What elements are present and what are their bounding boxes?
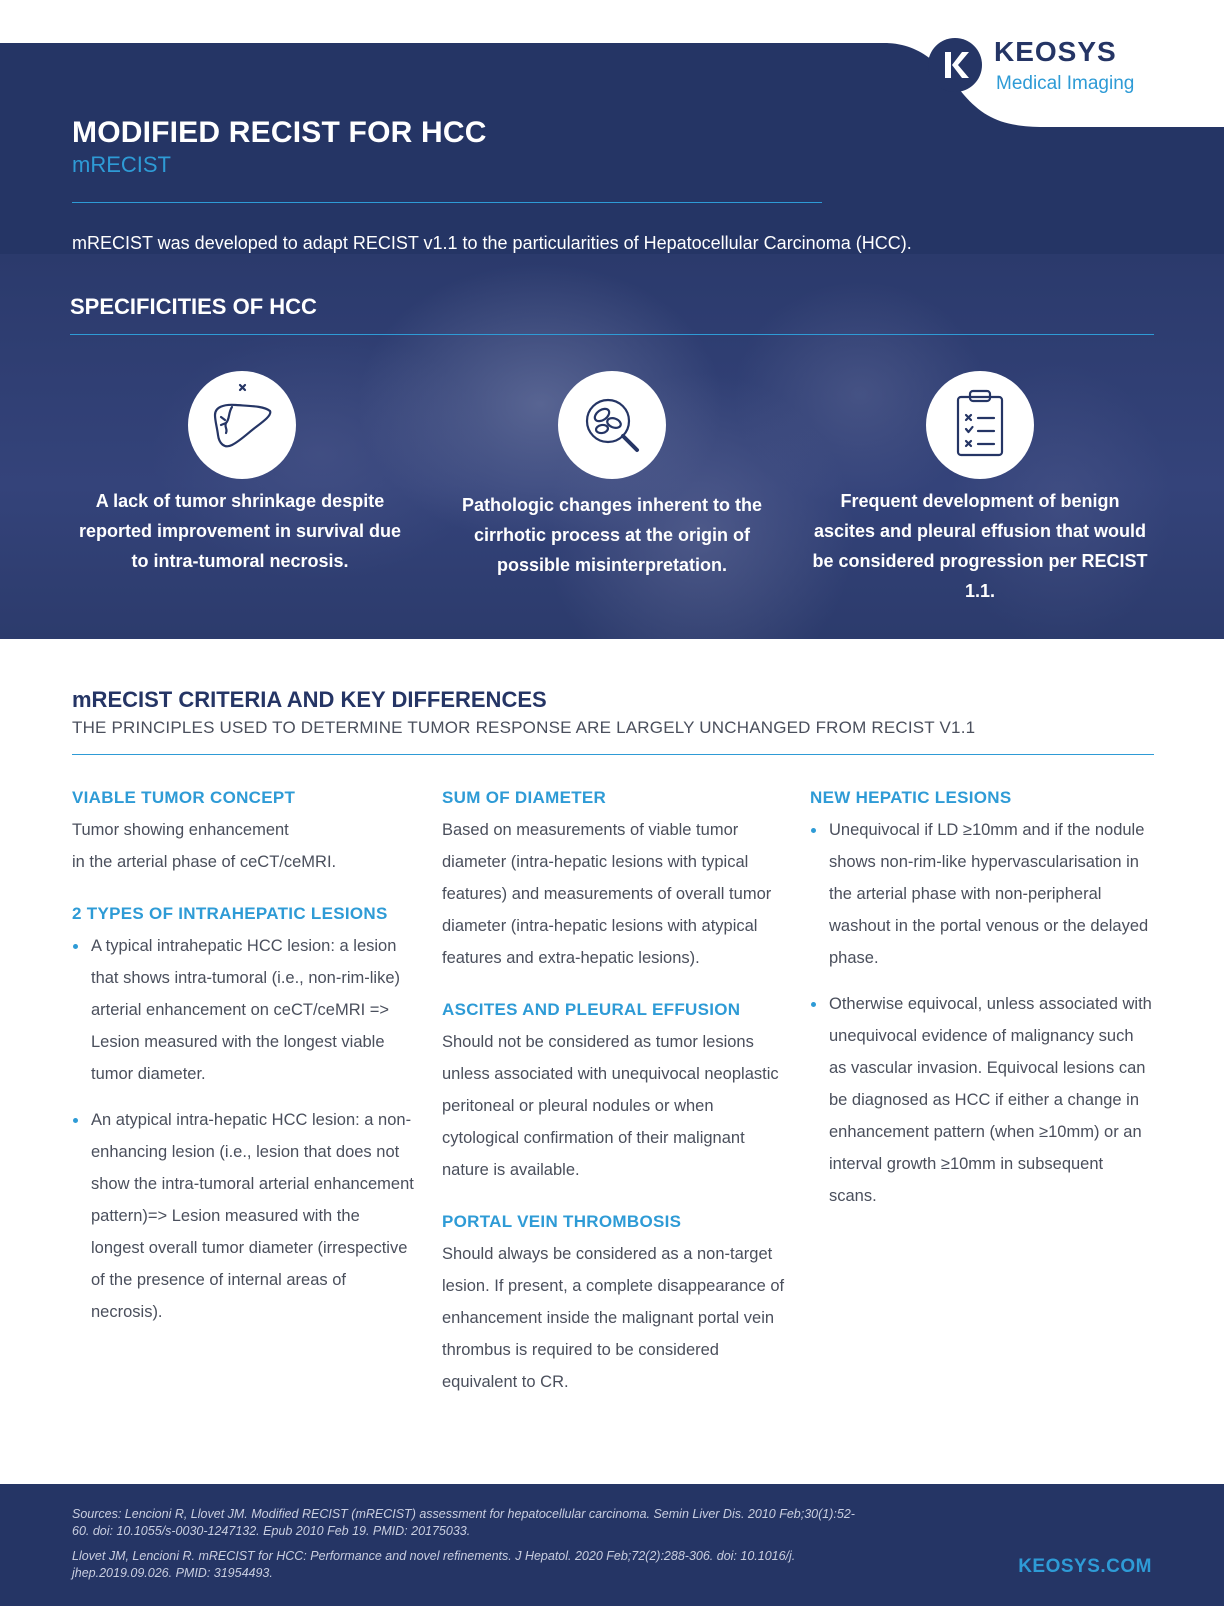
- k-circle-logo-icon: [928, 38, 982, 92]
- criteria-column-3: [810, 788, 1155, 1226]
- bullet-dot: [73, 1118, 78, 1123]
- ascites-heading: ASCITES AND PLEURAL EFFUSION: [442, 1000, 741, 1019]
- specificities-section: [0, 254, 1224, 639]
- lesion-type-typical: [72, 930, 417, 1090]
- viable-tumor-text-line-1: Tumor showing enhancement: [72, 821, 289, 839]
- criteria-column-1: [72, 788, 432, 1342]
- lesion-type-atypical: [72, 1104, 417, 1328]
- sum-of-diameter-heading: SUM OF DIAMETER: [442, 788, 607, 807]
- new-hepatic-lesions-heading: NEW HEPATIC LESIONS: [810, 788, 1012, 807]
- viable-tumor-heading: VIABLE TUMOR CONCEPT: [72, 788, 296, 807]
- specificities-divider: [70, 334, 1154, 335]
- new-lesion-unequivocal-text: Unequivocal if LD ≥10mm and if the nodule shows non-rim-like hypervascularisation in the arterial phase with non-peripheral washout in the portal venous or the delayed phase.: [829, 821, 1149, 967]
- bullet-dot: [811, 1002, 816, 1007]
- source-citation-1: Sources: Lencioni R, Llovet JM. Modified RECIST (mRECIST) assessment for hepatocellular carcinoma. Semin Liver Dis. 2010 Feb;30(1):52-60. doi: 10.1055/s-0030-1247132. Epub 2010 Feb 19. PMID: 20175033.: [72, 1507, 855, 1538]
- source-citation-2: Llovet JM, Lencioni R. mRECIST for HCC: Performance and novel refinements. J Hepatol. 2020 Feb;72(2):288-306. doi: 10.1016/j. jhep.2019.09.026. PMID: 31954493.: [72, 1549, 796, 1580]
- specificities-title: SPECIFICITIES OF HCC: [70, 294, 317, 319]
- logo-tagline: Medical Imaging: [996, 73, 1135, 94]
- lesion-type-typical-text: A typical intrahepatic HCC lesion: a lesion that shows intra-tumoral (i.e., non-rim-like) arterial enhancement on ceCT/ceMRI => Lesion measured with the longest viable tumor diameter.: [91, 937, 401, 1083]
- new-lesion-equivocal-text: Otherwise equivocal, unless associated with unequivocal evidence of malignancy such as vascular invasion. Equivocal lesions can be diagnosed as HCC if either a change in enhancement pattern (when ≥10mm) or an interval growth ≥10mm in subsequent scans.: [829, 995, 1152, 1205]
- new-lesion-unequivocal: [810, 814, 1155, 974]
- magnifier-cells-icon: [558, 371, 666, 479]
- page-subtitle: mRECIST: [72, 152, 171, 177]
- header-divider: [72, 202, 822, 203]
- liver-icon: [188, 371, 296, 479]
- clipboard-checklist-icon: [926, 371, 1034, 479]
- specificity-text-3: Frequent development of benign ascites and pleural effusion that would be considered progression per RECIST 1.1.: [812, 491, 1148, 601]
- lesion-type-atypical-text: An atypical intra-hepatic HCC lesion: a non-enhancing lesion (i.e., lesion that does not show the intra-tumoral arterial enhancement pattern)=> Lesion measured with the longest overall tumor diameter (irrespective of the presence of internal areas of necrosis).: [91, 1111, 414, 1321]
- bullet-dot: [811, 828, 816, 833]
- lesion-types-heading: 2 TYPES OF INTRAHEPATIC LESIONS: [72, 904, 388, 923]
- bullet-dot: [73, 944, 78, 949]
- specificity-text-2: Pathologic changes inherent to the cirrhotic process at the origin of possible misinterpretation.: [461, 495, 763, 575]
- logo-name: KEOSYS: [994, 36, 1117, 67]
- website-link[interactable]: KEOSYS.COM: [1018, 1556, 1152, 1577]
- sum-of-diameter-text: Based on measurements of viable tumor diameter (intra-hepatic lesions with typical features) and measurements of overall tumor diameter (intra-hepatic lesions with atypical features and extra-hepatic lesions).: [442, 821, 772, 967]
- portal-vein-heading: PORTAL VEIN THROMBOSIS: [442, 1212, 682, 1231]
- footer: [0, 1484, 1224, 1606]
- portal-vein-text: Should always be considered as a non-target lesion. If present, a complete disappearance of enhancement inside the malignant portal vein thrombus is required to be considered equivalent to CR.: [442, 1245, 785, 1391]
- criteria-title: mRECIST CRITERIA AND KEY DIFFERENCES: [72, 687, 547, 712]
- criteria-subtitle: THE PRINCIPLES USED TO DETERMINE TUMOR RESPONSE ARE LARGELY UNCHANGED FROM RECIST V1.1: [72, 718, 976, 737]
- viable-tumor-text-line-2: in the arterial phase of ceCT/ceMRI.: [72, 853, 337, 871]
- new-lesion-equivocal: [810, 988, 1155, 1212]
- page-title: MODIFIED RECIST FOR HCC: [72, 116, 487, 149]
- intro-text: mRECIST was developed to adapt RECIST v1.1 to the particularities of Hepatocellular Carcinoma (HCC).: [72, 233, 912, 253]
- specificity-text-1: A lack of tumor shrinkage despite reported improvement in survival due to intra-tumoral necrosis.: [78, 491, 402, 571]
- criteria-column-2: [442, 788, 792, 1398]
- ascites-text: Should not be considered as tumor lesions unless associated with unequivocal neoplastic peritoneal or pleural nodules or when cytological confirmation of their malignant nature is available.: [442, 1033, 779, 1179]
- criteria-divider: [72, 754, 1154, 755]
